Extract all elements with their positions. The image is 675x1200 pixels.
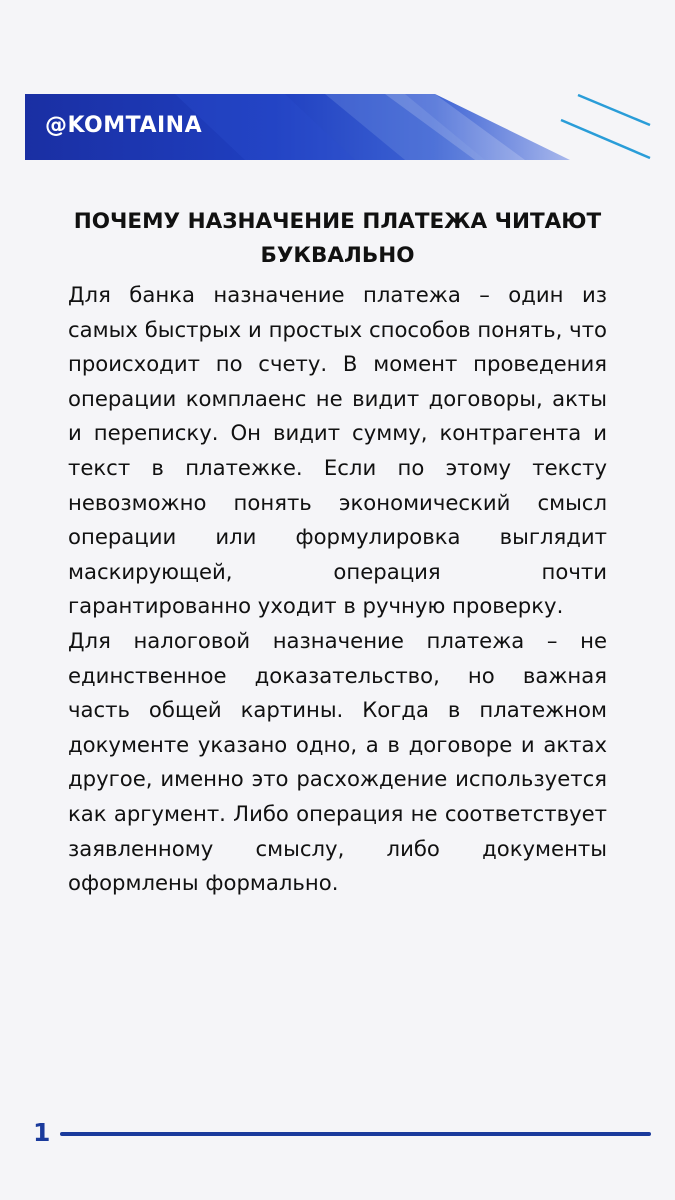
account-handle: @KOMTAINA	[45, 113, 203, 138]
article-title: ПОЧЕМУ НАЗНАЧЕНИЕ ПЛАТЕЖА ЧИТАЮТ БУКВАЛЬНО	[73, 209, 602, 268]
footer-divider	[60, 1132, 651, 1136]
page-number: 1	[33, 1118, 51, 1147]
paragraph-tax: Для налоговой назначение платежа – не единственное доказательство, но важная часть общей картины. Когда в платежном документе указано одно, а в договоре и актах другое, именно это расхождение используется как аргумент. Либо операция не соответствует заявленному смыслу, либо документы оформлены формально.	[68, 627, 607, 896]
paragraph-bank: Для банка назначение платежа – один из самых быстрых и простых способов понять, что происходит по счету. В момент проведения операции комплаенс не видит договоры, акты и переписку. Он видит сумму, контрагента и текст в платежке. Если по этому тексту невозможно понять экономический смысл операции или формулировка выглядит маскирующей, операция почти гарантированно уходит в ручную проверку.	[68, 282, 607, 619]
article-body	[68, 278, 607, 901]
header-banner	[25, 94, 570, 160]
decorative-lines-icon	[555, 90, 660, 165]
